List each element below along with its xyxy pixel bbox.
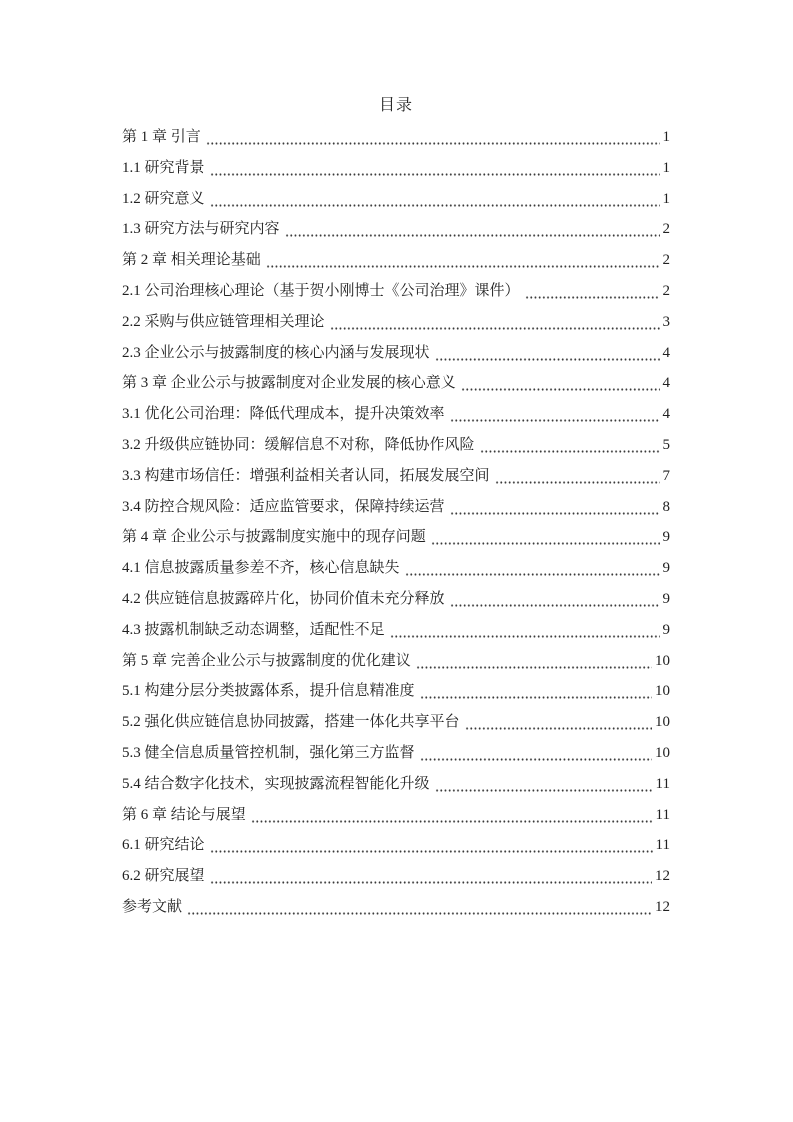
toc-entry[interactable] xyxy=(122,307,670,338)
toc-entry[interactable] xyxy=(122,861,670,892)
dot-leader xyxy=(210,830,653,861)
toc-entry-label: 参考文献 xyxy=(122,898,183,915)
toc-entry[interactable] xyxy=(122,830,670,861)
toc-entry-page: 4 xyxy=(662,344,670,361)
toc-entry-label: 4.1 信息披露质量参差不齐，核心信息缺失 xyxy=(122,560,400,577)
toc-entry[interactable] xyxy=(122,892,670,923)
toc-entry-label: 第 6 章 结论与展望 xyxy=(122,806,246,823)
toc-entry-label: 5.1 构建分层分类披露体系，提升信息精准度 xyxy=(122,683,415,700)
toc-entry[interactable] xyxy=(122,184,670,215)
toc-entry-page: 5 xyxy=(662,436,670,453)
dot-leader xyxy=(480,430,660,461)
toc-entry-label: 4.3 披露机制缺乏动态调整，适配性不足 xyxy=(122,621,385,638)
toc-entry-label: 1.1 研究背景 xyxy=(122,159,205,176)
toc-entry[interactable] xyxy=(122,122,670,153)
toc-entry-label: 第 5 章 完善企业公示与披露制度的优化建议 xyxy=(122,652,411,669)
dot-leader xyxy=(330,307,660,338)
toc-entry-page: 10 xyxy=(655,652,670,669)
dot-leader xyxy=(435,769,653,800)
dot-leader xyxy=(435,338,660,369)
toc-entry-page: 9 xyxy=(662,529,670,546)
dot-leader xyxy=(210,184,660,215)
toc-entry-label: 3.2 升级供应链协同：缓解信息不对称，降低协作风险 xyxy=(122,436,475,453)
toc-entry[interactable] xyxy=(122,553,670,584)
dot-leader xyxy=(187,892,652,923)
dot-leader xyxy=(251,800,653,831)
toc-entry[interactable] xyxy=(122,522,670,553)
toc-title: 目录 xyxy=(378,97,413,114)
toc-entry-page: 2 xyxy=(662,252,670,269)
toc-entry-label: 2.3 企业公示与披露制度的核心内涵与发展现状 xyxy=(122,344,430,361)
dot-leader xyxy=(416,646,652,677)
toc-entry-label: 第 3 章 企业公示与披露制度对企业发展的核心意义 xyxy=(122,375,456,392)
dot-leader xyxy=(450,399,660,430)
toc-entry[interactable] xyxy=(122,646,670,677)
toc-entry-label: 第 4 章 企业公示与披露制度实施中的现存问题 xyxy=(122,529,426,546)
dot-leader xyxy=(495,461,660,492)
toc-entry-label: 3.4 防控合规风险：适应监管要求，保障持续运营 xyxy=(122,498,445,515)
toc-entry[interactable] xyxy=(122,676,670,707)
toc-entry-page: 10 xyxy=(655,683,670,700)
toc-entry-label: 1.3 研究方法与研究内容 xyxy=(122,221,280,238)
toc-entry-page: 8 xyxy=(662,498,670,515)
toc-entry[interactable] xyxy=(122,276,670,307)
toc-entry[interactable] xyxy=(122,430,670,461)
toc-entry-page: 9 xyxy=(662,590,670,607)
toc-entry-page: 3 xyxy=(662,313,670,330)
dot-leader xyxy=(210,861,652,892)
toc-entry-page: 10 xyxy=(655,744,670,761)
toc-entry-label: 2.2 采购与供应链管理相关理论 xyxy=(122,313,325,330)
toc-entry-label: 1.2 研究意义 xyxy=(122,190,205,207)
toc-entry-label: 3.1 优化公司治理：降低代理成本，提升决策效率 xyxy=(122,406,445,423)
dot-leader xyxy=(210,153,660,184)
toc-entry-label: 第 2 章 相关理论基础 xyxy=(122,252,261,269)
toc-entry[interactable] xyxy=(122,707,670,738)
toc-entry[interactable] xyxy=(122,769,670,800)
toc-entry-page: 2 xyxy=(662,282,670,299)
toc-entry-page: 12 xyxy=(655,868,670,885)
toc-entry-label: 6.1 研究结论 xyxy=(122,837,205,854)
toc-entry[interactable] xyxy=(122,492,670,523)
dot-leader xyxy=(461,368,660,399)
dot-leader xyxy=(465,707,652,738)
toc-entry-page: 1 xyxy=(662,159,670,176)
toc-entry-label: 6.2 研究展望 xyxy=(122,868,205,885)
toc-entry[interactable] xyxy=(122,584,670,615)
toc-entry-label: 5.2 强化供应链信息协同披露，搭建一体化共享平台 xyxy=(122,714,460,731)
toc-entry-page: 12 xyxy=(655,898,670,915)
toc-entry-label: 5.3 健全信息质量管控机制，强化第三方监督 xyxy=(122,744,415,761)
toc-entry-page: 1 xyxy=(662,129,670,145)
toc-entry-page: 11 xyxy=(655,837,670,854)
toc-entry[interactable] xyxy=(122,338,670,369)
toc-entry-label: 3.3 构建市场信任：增强利益相关者认同，拓展发展空间 xyxy=(122,467,490,484)
dot-leader xyxy=(405,553,660,584)
toc-entry[interactable] xyxy=(122,153,670,184)
toc-entry[interactable] xyxy=(122,615,670,646)
toc-entry-page: 1 xyxy=(662,190,670,207)
toc-entry[interactable] xyxy=(122,245,670,276)
toc-section xyxy=(122,96,670,923)
dot-leader xyxy=(525,276,660,307)
dot-leader xyxy=(420,738,652,769)
toc-entry-page: 9 xyxy=(662,560,670,577)
toc-entry[interactable] xyxy=(122,800,670,831)
dot-leader xyxy=(206,122,660,153)
toc-entry-page: 4 xyxy=(662,375,670,392)
toc-list xyxy=(122,122,670,923)
dot-leader xyxy=(431,522,660,553)
toc-entry-label: 4.2 供应链信息披露碎片化，协同价值未充分释放 xyxy=(122,590,445,607)
dot-leader xyxy=(266,245,660,276)
dot-leader xyxy=(450,492,660,523)
toc-entry-page: 2 xyxy=(662,221,670,238)
toc-entry-page: 10 xyxy=(655,714,670,731)
dot-leader xyxy=(390,615,660,646)
toc-entry[interactable] xyxy=(122,399,670,430)
toc-entry[interactable] xyxy=(122,461,670,492)
toc-entry[interactable] xyxy=(122,214,670,245)
dot-leader xyxy=(450,584,660,615)
toc-entry-page: 4 xyxy=(662,406,670,423)
toc-entry-label: 第 1 章 引言 xyxy=(122,129,201,145)
toc-entry[interactable] xyxy=(122,738,670,769)
toc-entry-page: 11 xyxy=(655,775,670,792)
toc-entry[interactable] xyxy=(122,368,670,399)
toc-entry-label: 2.1 公司治理核心理论（基于贺小刚博士《公司治理》课件） xyxy=(122,282,520,299)
toc-entry-page: 7 xyxy=(662,467,670,484)
dot-leader xyxy=(285,214,660,245)
toc-entry-page: 11 xyxy=(655,806,670,823)
toc-entry-page: 9 xyxy=(662,621,670,638)
dot-leader xyxy=(420,676,652,707)
toc-entry-label: 5.4 结合数字化技术，实现披露流程智能化升级 xyxy=(122,775,430,792)
